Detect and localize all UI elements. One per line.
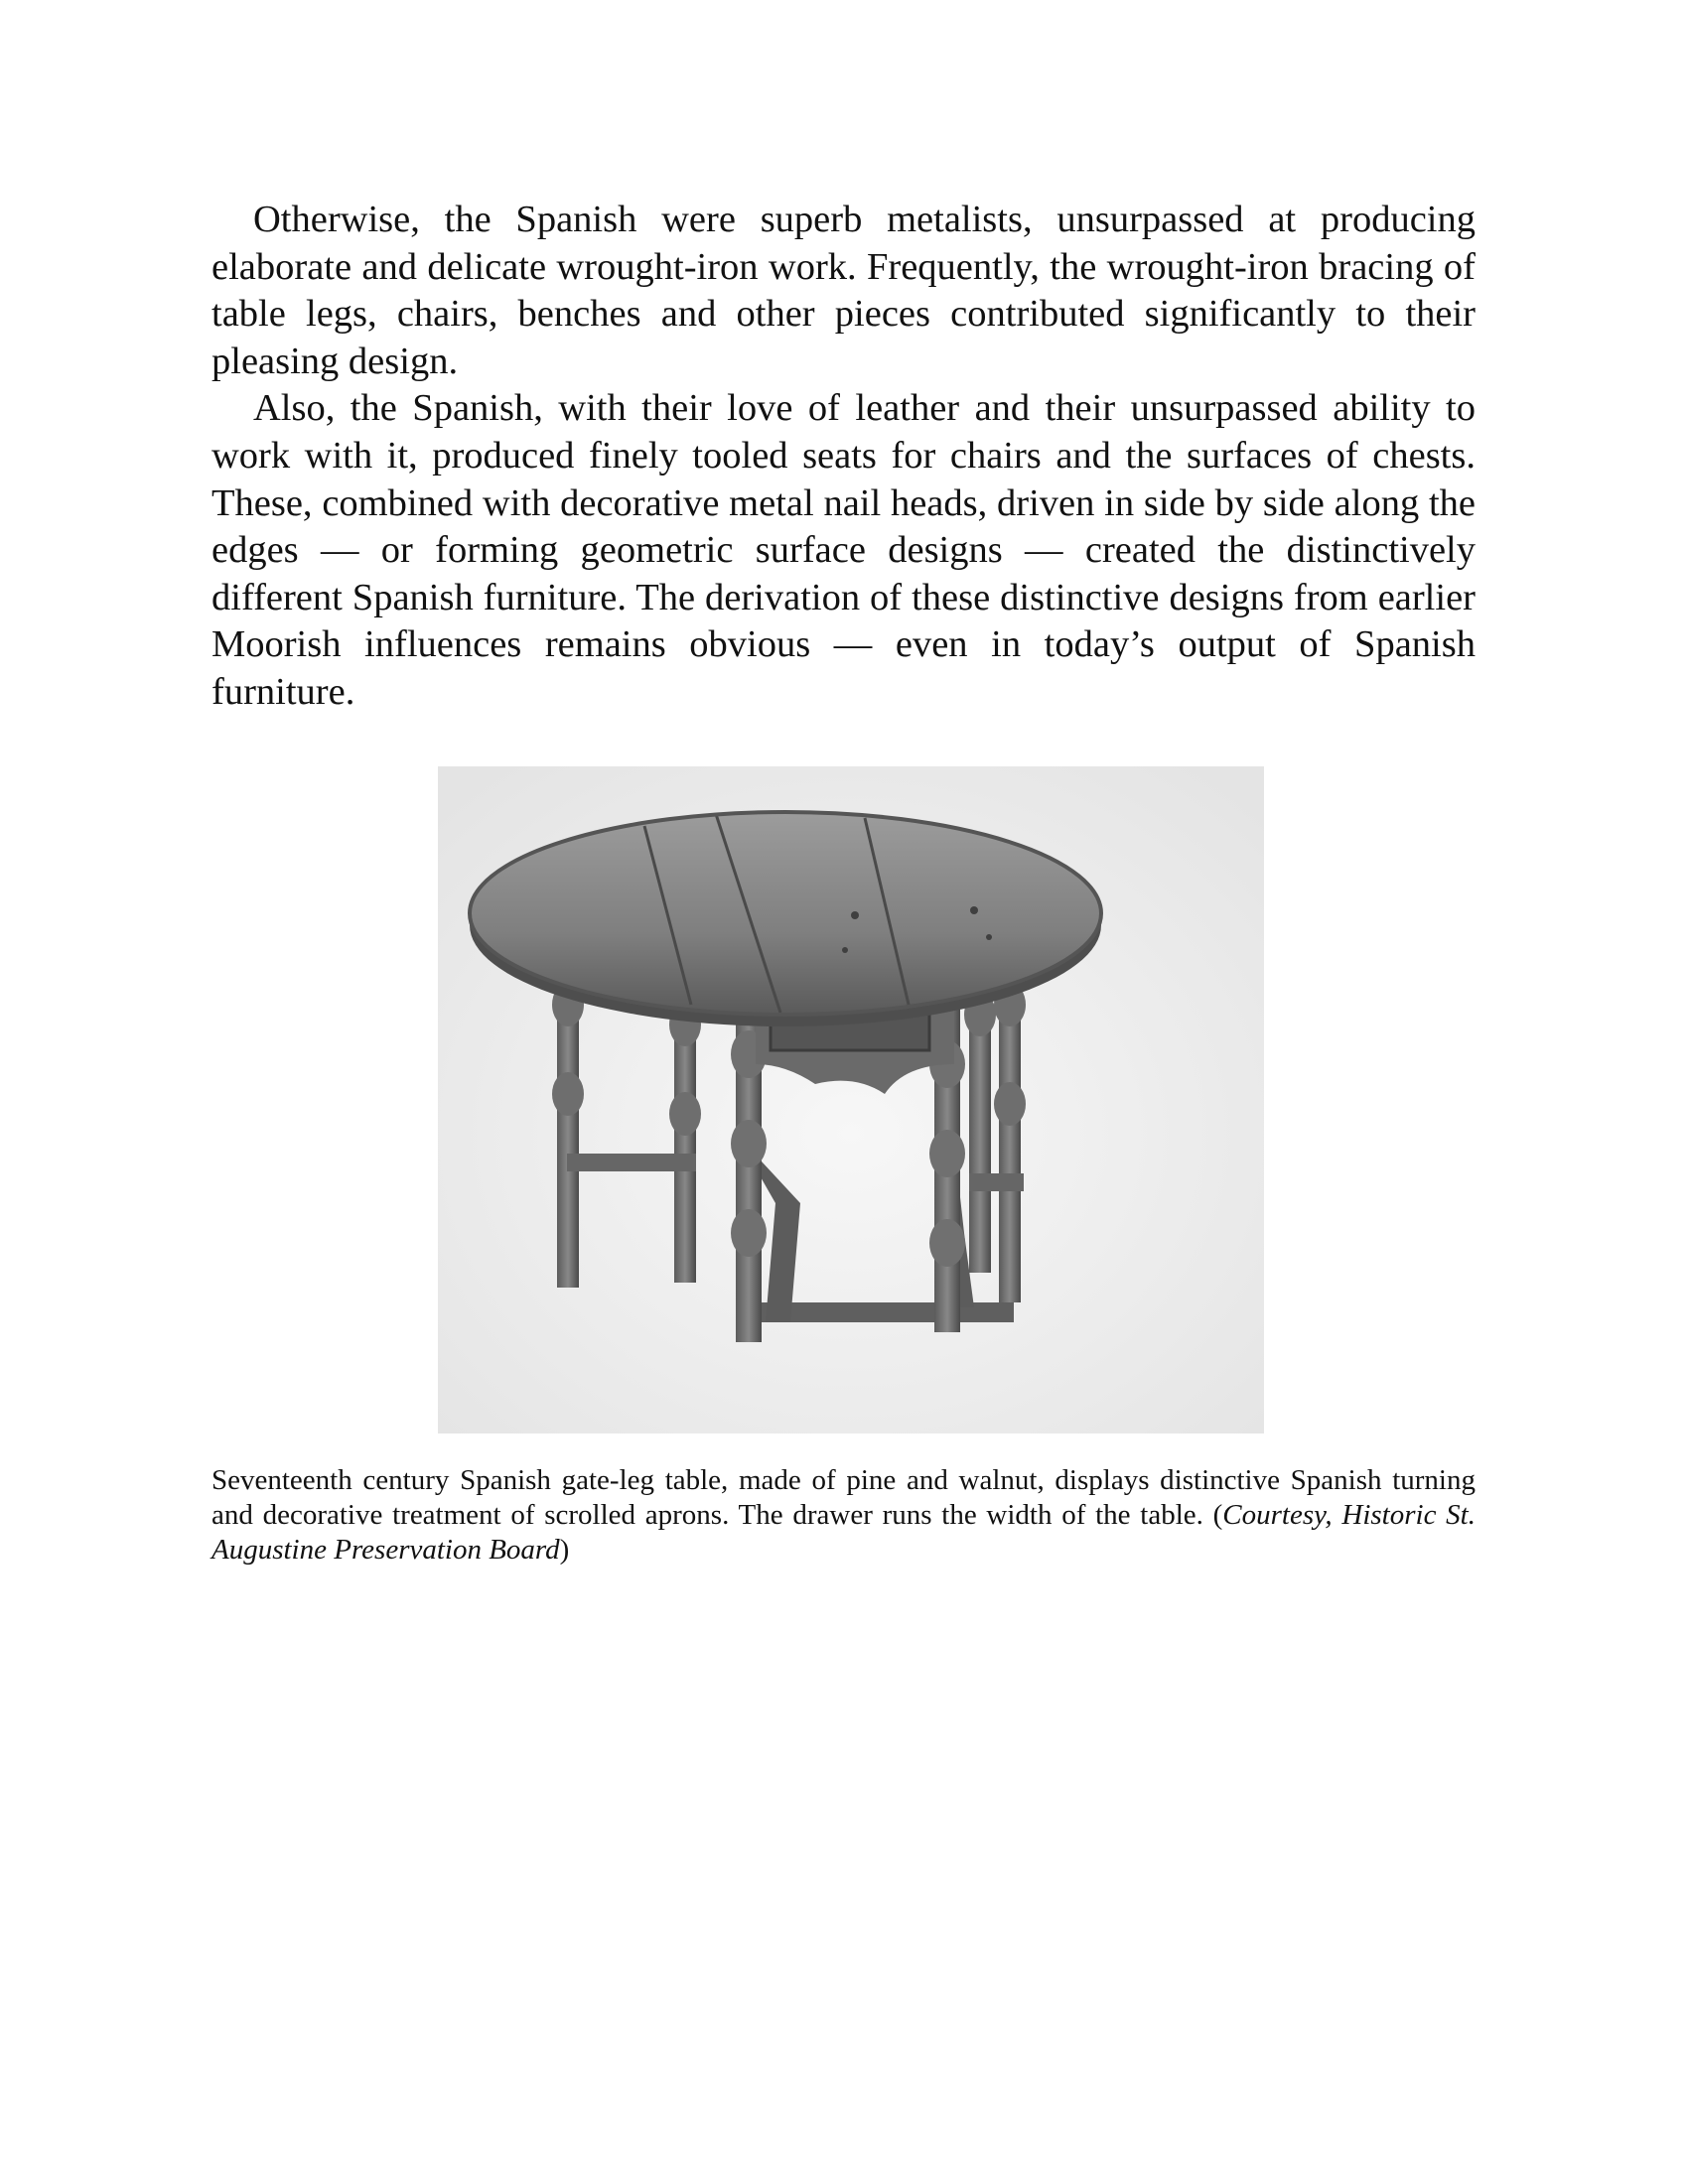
caption-close-paren: ) <box>559 1534 570 1566</box>
paragraph-2: Also, the Spanish, with their love of leather and their unsurpassed ability to work with it, produced finely tooled seats for chairs and the surfaces of chests. These, combined with decorative metal nail heads, driven in side by side along the edges — or forming geometric surface designs — created the distinctively different Spanish furniture. The derivation of these distinctive designs from earlier Moorish influences remains obvious — even in today’s output of Spanish furniture. <box>211 387 1476 713</box>
table-photograph <box>438 766 1264 1433</box>
figure-caption <box>211 1463 1476 1568</box>
caption-text: Seventeenth century Spanish gate-leg table, made of pine and walnut, displays distinctive Spanish turning and decorative treatment of scrolled aprons. The drawer runs the width of the table. <box>211 1464 1476 1531</box>
body-text <box>211 197 1476 717</box>
caption-credit: Courtesy, Historic St. Augustine Preservation Board <box>211 1499 1476 1566</box>
gate-leg-table-image <box>438 766 1264 1433</box>
paragraph-1: Otherwise, the Spanish were superb metalists, unsurpassed at producing elaborate and delicate wrought-iron work. Frequently, the wrought-iron bracing of table legs, chairs, benches and other pieces contributed significantly to their pleasing design. <box>211 199 1476 382</box>
caption-open-paren: ( <box>1212 1499 1223 1531</box>
